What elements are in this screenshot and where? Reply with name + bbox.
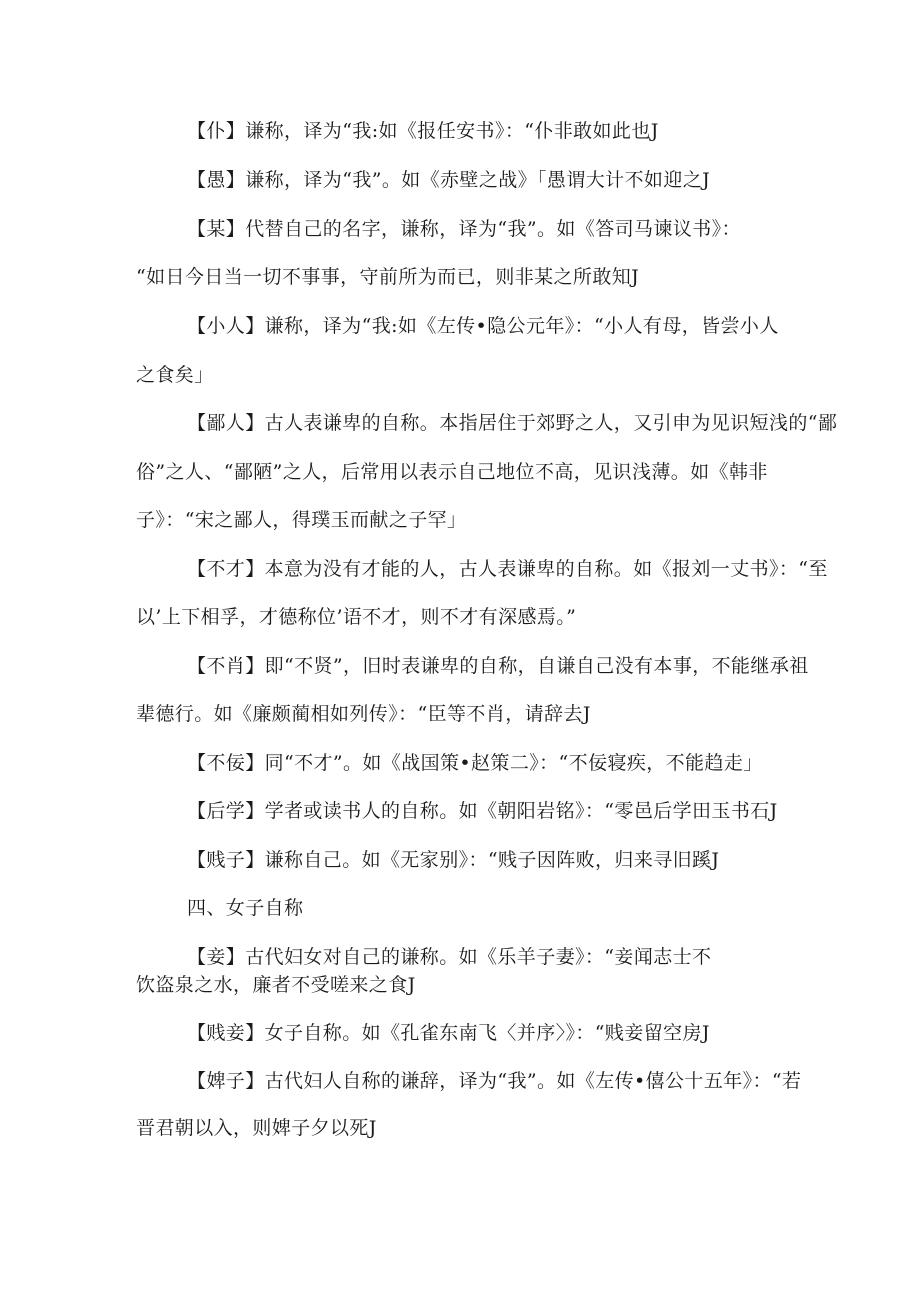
paragraph-line: “如日今日当一切不事事，守前所为而已，则非某之所敢知J — [136, 266, 640, 288]
paragraph-line: 【贱妾】女子自称。如《孔雀东南飞〈并序〉》：“贱妾留空房J — [187, 1022, 710, 1044]
paragraph-line: 【某】代替自己的名字，谦称，译为“我”。如《答司马谏议书》： — [187, 218, 741, 240]
paragraph-line: 俗”之人、“鄙陋”之人，后常用以表示自己地位不高，见识浅薄。如《韩非 — [136, 461, 768, 483]
paragraph-line: 子》：“宋之鄙人，得璞玉而献之子罕」 — [136, 509, 467, 531]
paragraph-line: 【小人】谦称，译为“我:如《左传•隐公元年》：“小人有母，皆尝小人 — [187, 315, 779, 337]
paragraph-line: 【不才】本意为没有才能的人，古人表谦卑的自称。如《报刘一丈书》：“至 — [187, 558, 828, 580]
section-heading: 四、女子自称 — [187, 897, 304, 919]
paragraph-line: 【鄙人】古人表谦卑的自称。本指居住于郊野之人，又引申为见识短浅的“鄙 — [187, 412, 838, 434]
paragraph-line: 【仆】谦称，译为“我:如《报任安书》：“仆非敢如此也J — [187, 120, 659, 142]
paragraph-line: 之食矣」 — [136, 364, 214, 386]
paragraph-line: 【后学】学者或读书人的自称。如《朝阳岩铭》：“零邑后学田玉书石J — [187, 800, 778, 822]
paragraph-line: 饮盗泉之水，廉者不受嗟来之食J — [136, 974, 416, 996]
paragraph-line: 【不肖】即“不贤”，旧时表谦卑的自称，自谦自己没有本事，不能继承祖 — [187, 655, 809, 677]
paragraph-line: 【婢子】古代妇人自称的谦辞，译为“我”。如《左传•僖公十五年》：“若 — [187, 1070, 802, 1092]
paragraph-line: 【妾】古代妇女对自己的谦称。如《乐羊子妻》：“妾闻志士不 — [187, 946, 712, 968]
paragraph-line: 辈德行。如《廉颇蔺相如列传》：“臣等不肖，请辞去J — [136, 703, 591, 725]
paragraph-line: 以’上下相孚，才德称位’语不才，则不才有深感焉。” — [136, 606, 577, 628]
paragraph-line: 【愚】谦称，译为“我”。如《赤壁之战》「愚谓大计不如迎之J — [187, 169, 711, 191]
paragraph-line: 晋君朝以入，则婢子夕以死J — [136, 1117, 377, 1139]
paragraph-line: 【贱子】谦称自己。如《无家别》：“贱子因阵败，归来寻旧蹊J — [187, 849, 720, 871]
paragraph-line: 【不佞】同“不才”。如《战国策•赵策二》：“不佞寝疾，不能趋走」 — [187, 752, 763, 774]
